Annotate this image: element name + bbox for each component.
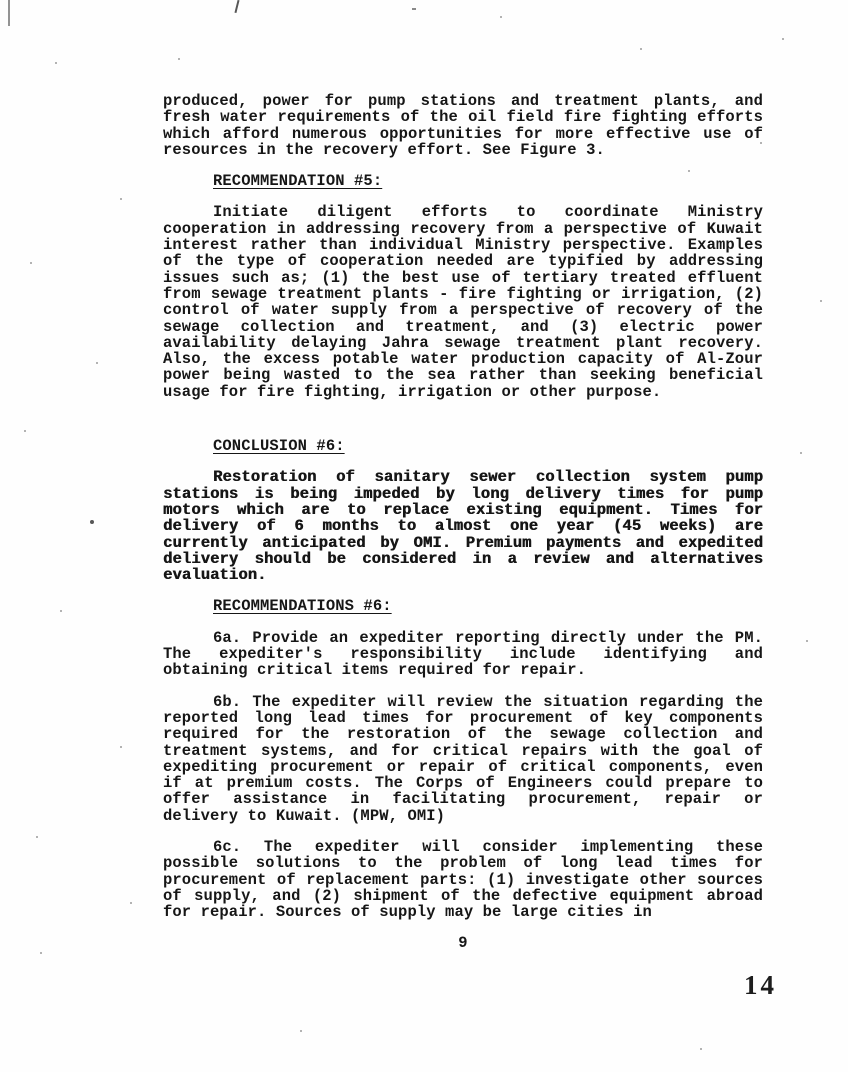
paragraph-recommendation-6c: 6c. The expediter will consider implementing these possible solutions to the problem of long lead times for procurement of replacement parts: (1) investigate other sources of supply, and (2) shipment of the defective equipment abroad for repair. Sources of supply may be large cities in [163, 837, 763, 922]
page-number: 9 [458, 934, 468, 953]
stamp-page-number: 14 [744, 970, 777, 1000]
heading-conclusion-6: CONCLUSION #6: [213, 437, 345, 456]
paragraph-recommendation-5: Initiate diligent efforts to coordinate Ministry cooperation in addressing recovery from a perspective of Kuwait interest rather than individual Ministry perspective. Examples of the type of cooperation needed are typified by addressing issues such as; (1) the best use of tertiary treated effluent from sewage treatment plants - fire fighting or irrigation, (2) control of water supply from a perspective of recovery of the sewage collection and treatment, and (3) electric power availability delaying Jahra sewage treatment plant recovery. Also, the excess potable water production capacity of Al-Zour power being wasted to the sea rather than seeking beneficial usage for fire fighting, irrigation or other purpose. [163, 203, 763, 401]
paragraph-conclusion-6: Restoration of sanitary sewer collection system pump stations is being impeded by long delivery times for pump motors which are to replace existing equipment. Times for delivery of 6 months to almost one year (45 weeks) are currently anticipated by OMI. Premium payments and expedited delivery should be considered in a review and alternatives evaluation. [163, 468, 763, 585]
document-body [163, 93, 763, 952]
paragraph-continuation: produced, power for pump stations and treatment plants, and fresh water requirements of the oil field fire fighting efforts which afford numerous opportunities for more effective use of resources in the recovery effort. See Figure 3. [163, 92, 763, 159]
paragraph-recommendation-6a: 6a. Provide an expediter reporting directly under the PM. The expediter's responsibility include identifying and obtaining critical items required for repair. [163, 628, 763, 680]
paragraph-recommendation-6b: 6b. The expediter will review the situation regarding the reported long lead times for procurement of key components required for the restoration of the sewage collection and treatment systems, and for critical repairs with the goal of expediting procurement or repair of critical components, even if at premium costs. The Corps of Engineers could prepare to offer assistance in facilitating procurement, repair or delivery to Kuwait. (MPW, OMI) [163, 692, 763, 825]
heading-recommendations-6: RECOMMENDATIONS #6: [213, 597, 392, 616]
heading-recommendation-5: RECOMMENDATION #5: [213, 172, 383, 191]
